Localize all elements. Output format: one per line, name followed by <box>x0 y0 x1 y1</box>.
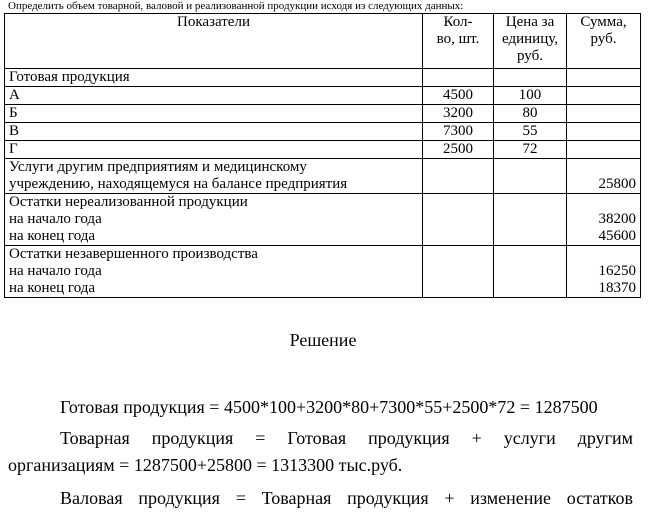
wip-end-label: на конец года <box>9 280 96 296</box>
product-qty: 2500 <box>423 141 494 159</box>
table-header-row <box>5 14 641 69</box>
wip-sum-cell <box>567 246 641 298</box>
task-intro: Определить объем товарной, валовой и реализованной продукции исходя из следующих данных: <box>8 0 464 12</box>
commodity-line1: Товарная продукция = Готовая продукция + услуги другим <box>60 428 633 448</box>
header-indicator: Показатели <box>5 14 423 69</box>
header-sum-line2: руб. <box>590 31 617 47</box>
table-row <box>5 105 641 123</box>
product-qty: 7300 <box>423 123 494 141</box>
header-sum-line1: Сумма, <box>580 14 627 30</box>
wip-end-sum: 18370 <box>598 280 636 296</box>
services-label <box>5 159 423 194</box>
header-sum <box>567 14 641 69</box>
header-quantity <box>423 14 494 69</box>
table-row <box>5 246 641 298</box>
table-row <box>5 141 641 159</box>
product-price: 55 <box>494 123 567 141</box>
unsold-start-label: на начало года <box>9 211 102 227</box>
data-table <box>4 13 641 298</box>
product-price: 100 <box>494 87 567 105</box>
product-price: 80 <box>494 105 567 123</box>
commodity-line2: организациям = 1287500+25800 = 1313300 тыс.руб. <box>8 455 403 475</box>
services-line2: учреждению, находящемуся на балансе предприятия <box>9 176 348 192</box>
unsold-start-sum: 38200 <box>598 211 636 227</box>
wip-title: Остатки незавершенного производства <box>9 246 258 262</box>
product-name: Г <box>5 141 423 159</box>
product-qty: 4500 <box>423 87 494 105</box>
solution-paragraph-gross: Валовая продукция = Товарная продукция + изменение остатков <box>60 488 633 508</box>
services-sum: 25800 <box>598 176 636 192</box>
wip-start-sum: 16250 <box>598 263 636 279</box>
wip-label <box>5 246 423 298</box>
header-price-line3: руб. <box>517 48 543 64</box>
product-qty: 3200 <box>423 105 494 123</box>
product-name: А <box>5 87 423 105</box>
header-quantity-line1: Кол- <box>443 14 473 30</box>
header-price <box>494 14 567 69</box>
table-row <box>5 87 641 105</box>
unsold-end-label: на конец года <box>9 228 96 244</box>
unsold-label <box>5 194 423 246</box>
table-row <box>5 194 641 246</box>
finished-products-title: Готовая продукция <box>5 69 423 87</box>
table-row <box>5 159 641 194</box>
solution-paragraph-commodity <box>8 425 633 479</box>
header-price-line2: единицу, <box>502 31 558 47</box>
solution-heading: Решение <box>289 330 357 350</box>
product-name: Б <box>5 105 423 123</box>
table-row <box>5 69 641 87</box>
unsold-end-sum: 45600 <box>598 228 636 244</box>
unsold-sum-cell <box>567 194 641 246</box>
table-row <box>5 123 641 141</box>
unsold-title: Остатки нереализованной продукции <box>9 194 248 210</box>
product-price: 72 <box>494 141 567 159</box>
services-sum-cell <box>567 159 641 194</box>
product-name: В <box>5 123 423 141</box>
services-line1: Услуги другим предприятиям и медицинскому <box>9 159 307 175</box>
header-price-line1: Цена за <box>505 14 555 30</box>
wip-start-label: на начало года <box>9 263 102 279</box>
header-quantity-line2: во, шт. <box>436 31 480 47</box>
solution-paragraph-finished: Готовая продукция = 4500*100+3200*80+7300*55+2500*72 = 1287500 <box>60 397 598 417</box>
